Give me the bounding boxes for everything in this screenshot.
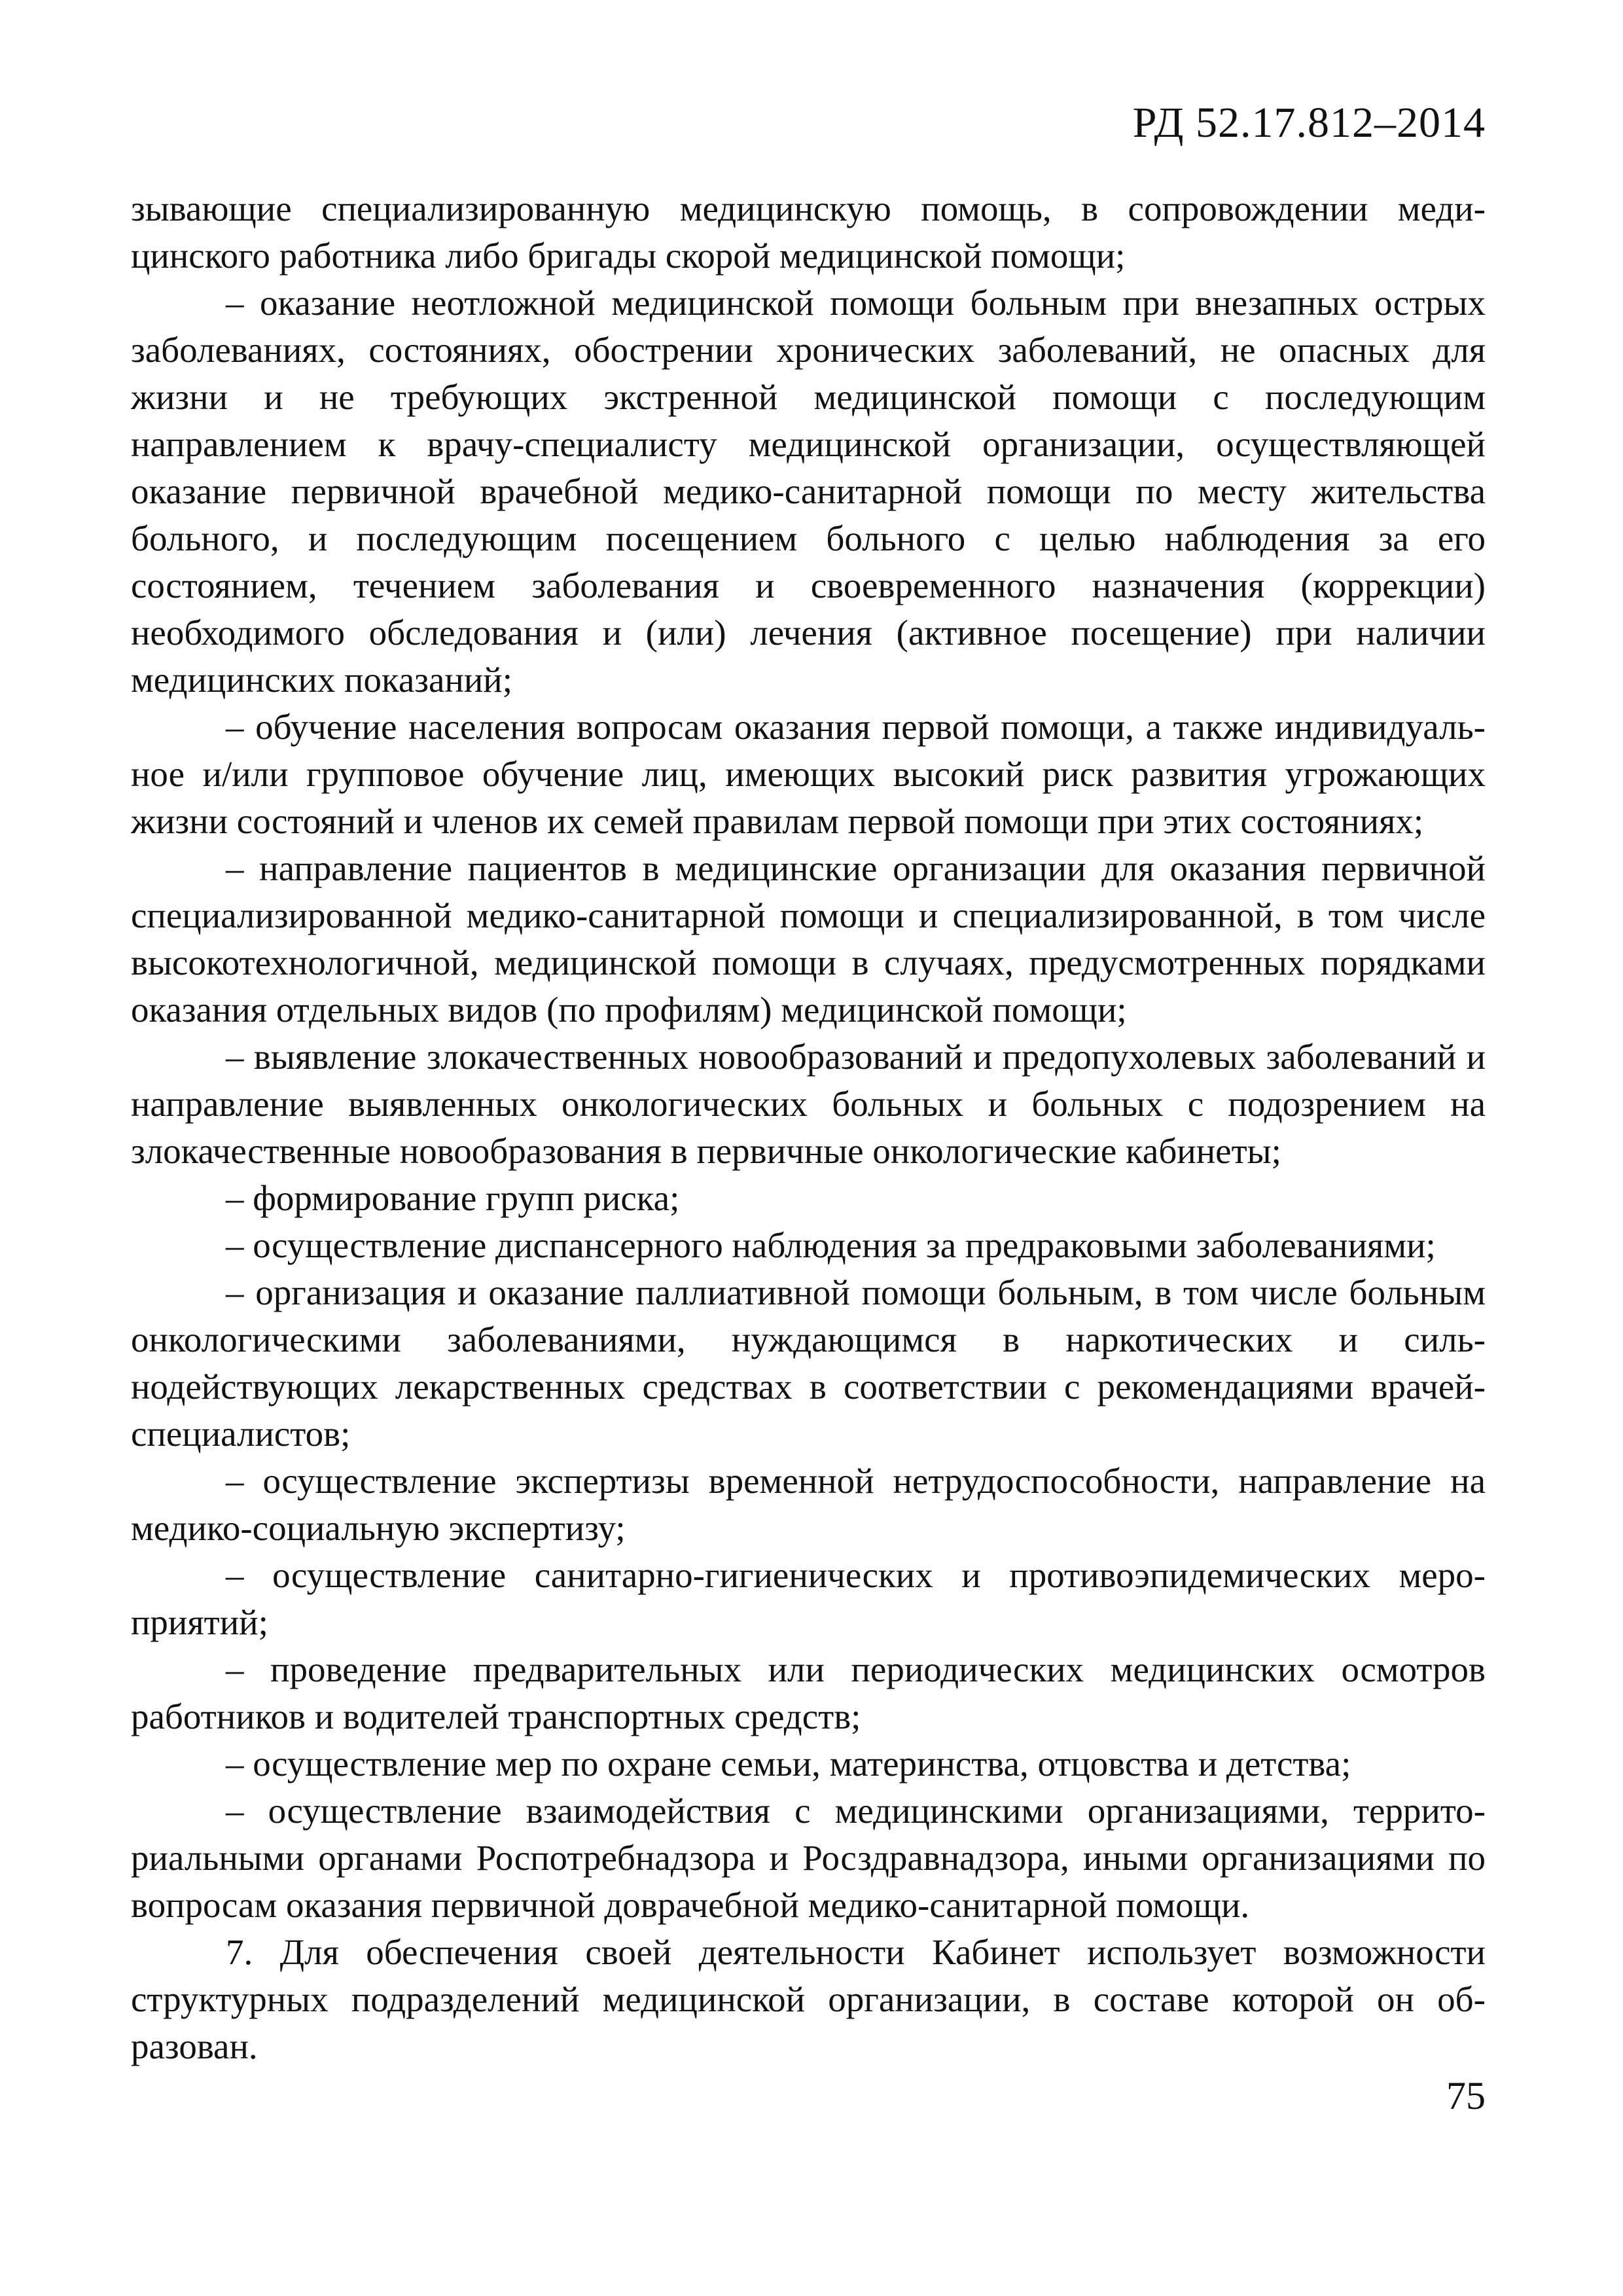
document-body — [131, 185, 1486, 2070]
page-number: 75 — [1446, 2074, 1486, 2117]
list-item-urgent-care: – оказание неотложной медицинской помощи больным при внезапных острых заболеваниях, состояниях, обострении хронических заболеваний, не опасных для жизни и не требующих экстренной медицинской помощи с последующим направлением к врачу-специалисту медицинской организации, осуществляющей оказание первичной врачебной медико-санитарной помощи по месту жительства больного, и последующим посещением больного с целью наблюдения за его состоянием, течением заболевания и своевременного назначения (коррекции) необходимого обследования и (или) лечения (активное посещение) при наличии медицинских показаний; — [131, 283, 1486, 700]
paragraph-continuation: зывающие специализированную медицинскую помощь, в сопровождении медицинского работника либо бригады скорой медицинской помощи; — [131, 188, 1486, 276]
list-item-disability-expertise: – осуществление экспертизы временной нетрудоспособности, направление на медико-социальную экспертизу; — [131, 1461, 1486, 1548]
list-item-risk-groups: – формирование групп риска; — [226, 1178, 680, 1218]
list-item-oncology-detection: – выявление злокачественных новообразований и предопухолевых заболеваний и направление выявленных онкологических больных и больных с подозрением на злокачественные новообразования в первичные онкологические кабинеты; — [131, 1037, 1486, 1171]
list-item-palliative-care: – организация и оказание паллиативной помощи больным, в том числе больным онкологическими заболеваниями, нуждающимся в наркотических и сильнодействующих лекарственных средствах в соответствии с рекомендациями врачей-специалистов; — [131, 1272, 1486, 1454]
paragraph-section-7: 7. Для обеспечения своей деятельности Кабинет использует возможности структурных подразделений медицинской организации, в составе которой он образован. — [131, 1932, 1486, 2066]
list-item-interaction: – осуществление взаимодействия с медицинскими организациями, территориальными органами Роспотребнадзора и Росздравнадзора, иными организациями по вопросам оказания первичной доврачебной медико-санитарной помощи. — [131, 1791, 1486, 1925]
list-item-patient-referral: – направление пациентов в медицинские организации для оказания первичной специализированной медико-санитарной помощи и специализированной, в том числе высокотехнологичной, медицинской помощи в случаях, предусмотренных порядками оказания отдельных видов (по профилям) медицинской помощи; — [131, 848, 1486, 1030]
document-code-header: РД 52.17.812–2014 — [1132, 99, 1486, 147]
list-item-sanitary-measures: – осуществление санитарно-гигиенических и противоэпидемических мероприятий; — [131, 1555, 1486, 1642]
list-item-family-protection: – осуществление мер по охране семьи, материнства, отцовства и детства; — [226, 1744, 1351, 1784]
list-item-dispensary-observation: – осуществление диспансерного наблюдения за предраковыми заболеваниями; — [226, 1225, 1436, 1265]
list-item-medical-examinations: – проведение предварительных или периодических медицинских осмотров работников и водителей транспортных средств; — [131, 1649, 1486, 1736]
list-item-first-aid-training: – обучение населения вопросам оказания первой помощи, а также индивидуальное и/или групповое обучение лиц, имеющих высокий риск развития угрожающих жизни состояний и членов их семей правилам первой помощи при этих состояниях; — [131, 707, 1486, 841]
